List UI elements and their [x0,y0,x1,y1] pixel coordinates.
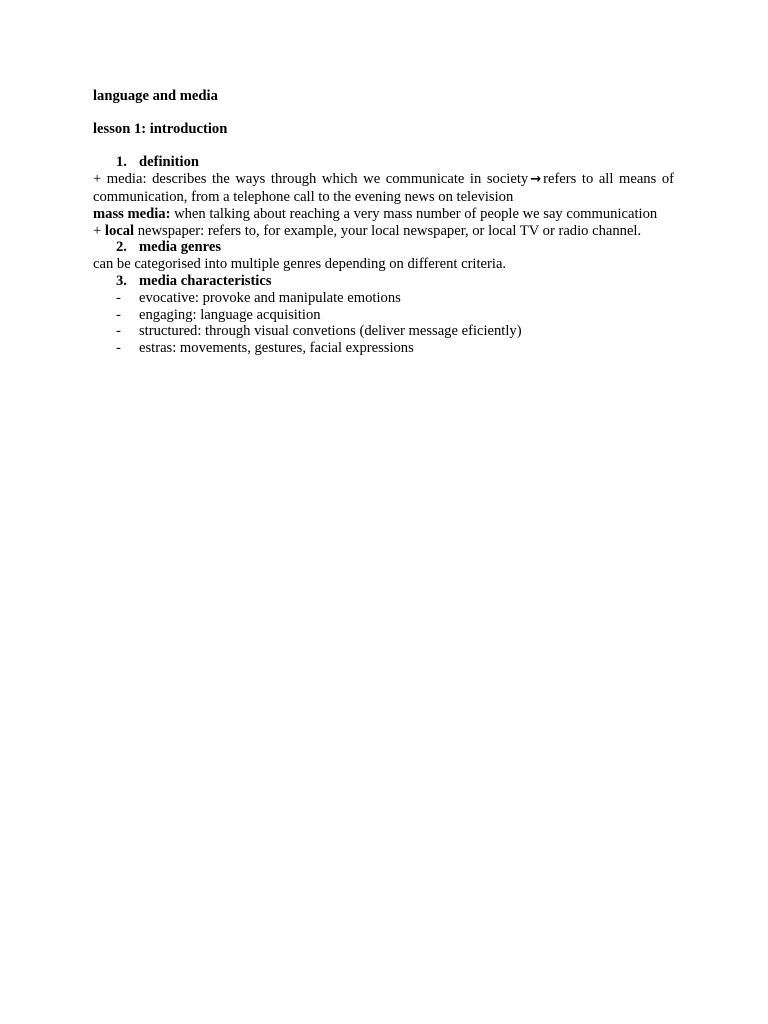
media-definition-prefix: + media: describes the ways through which we communicate in society [93,171,529,188]
list-dash: - [116,340,121,357]
local-prefix: + [93,222,102,239]
right-arrow-icon: → [530,172,542,188]
section-number: 3. [116,272,127,289]
list-item [93,323,674,340]
list-item-text: estras: movements, gestures, facial expressions [139,340,414,357]
section-heading-definition [93,154,674,171]
list-item [93,290,674,307]
section-heading-text: media characteristics [139,272,272,289]
blank-line [93,138,674,155]
local-label: local [104,222,135,239]
list-item-text: evocative: provoke and manipulate emotions [139,289,401,306]
lesson-title: lesson 1: introduction [93,120,228,137]
local-media-paragraph [93,223,674,240]
list-dash: - [116,306,121,323]
media-definition-suffix: refers to all means of communication, from a telephone call to the evening news on television [93,171,674,205]
genres-paragraph: can be categorised into multiple genres depending on different criteria. [93,256,507,273]
mass-media-text: when talking about reaching a very mass number of people we say communication [174,205,658,222]
list-dash: - [116,323,121,340]
section-heading-media-characteristics [93,273,674,290]
section-heading-text: definition [139,154,200,171]
mass-media-paragraph [93,206,674,223]
document-title: language and media [93,88,218,104]
section-heading-media-genres [93,239,674,256]
list-item-text: engaging: language acquisition [139,306,321,323]
section-number: 2. [116,239,127,256]
characteristics-list [93,290,674,357]
mass-media-label: mass media: [93,205,171,222]
list-item-text: structured: through visual convetions (deliver message eficiently) [139,323,522,340]
local-text: newspaper: refers to, for example, your local newspaper, or local TV or radio channel. [137,222,642,239]
list-item [93,307,674,324]
list-item [93,340,674,357]
document-page [93,86,674,357]
media-definition-paragraph [93,171,674,206]
section-heading-text: media genres [139,239,222,256]
section-number: 1. [116,154,127,171]
list-dash: - [116,289,121,306]
